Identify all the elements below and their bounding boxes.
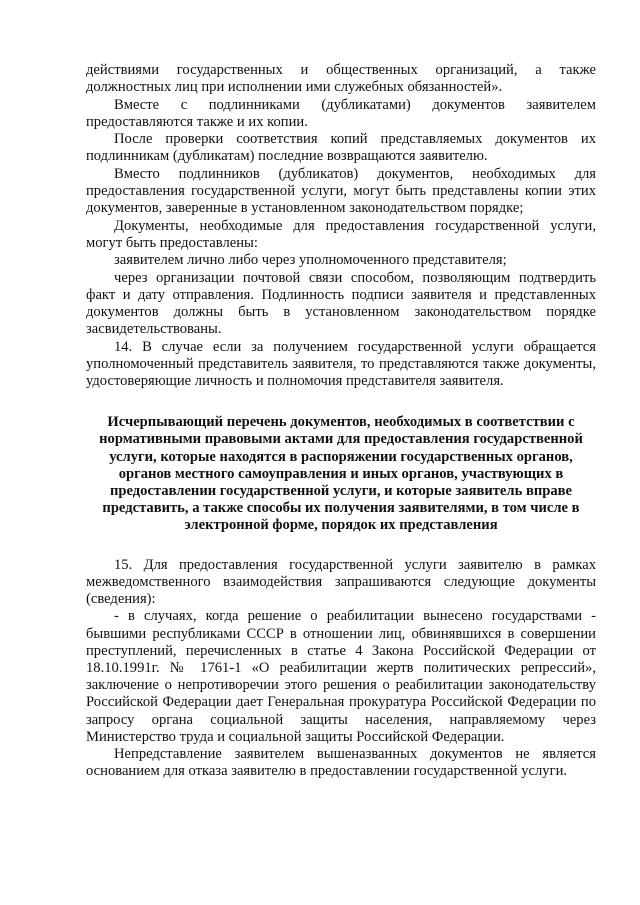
paragraph: действиями государственных и общественных организаций, а также должностных лиц при исполнении ими служебных обязанностей». bbox=[86, 62, 596, 96]
paragraph: Документы, необходимые для предоставления государственной услуги, могут быть предоставлены: bbox=[86, 217, 596, 251]
paragraph: После проверки соответствия копий представляемых документов их подлинникам (дубликатам) последние возвращаются заявителю. bbox=[86, 131, 596, 165]
paragraph: - в случаях, когда решение о реабилитации вынесено государствами - бывшими республиками СССР в отношении лиц, обвинявшихся в совершении преступлений, перечисленных в статье 4 Закона Российской Федерации от 18.10.1991г. № 1761-1 «О реабилитации жертв политических репрессий», заключение о непротиворечии этого решения о реабилитации законодательству Российской Федерации дает Генеральная прокуратура Российской Федерации по запросу органа социальной защиты населения, направляемому через Министерство труда и социальной защиты Российской Федерации. bbox=[86, 608, 596, 745]
paragraph: 14. В случае если за получением государственной услуги обращается уполномоченный представитель заявителя, то представляются также документы, удостоверяющие личность и полномочия представителя заявителя. bbox=[86, 338, 596, 389]
paragraph: Вместе с подлинниками (дубликатами) документов заявителем предоставляются также и их копии. bbox=[86, 96, 596, 130]
section-heading: Исчерпывающий перечень документов, необходимых в соответствии с нормативными правовыми актами для предоставления государственной услуги, которые находятся в распоряжении государственных органов, органов местного самоуправления и иных органов, участвующих в предоставлении государственной услуги, и которые заявитель вправе представить, а также способы их получения заявителями, в том числе в электронной форме, порядок их представления bbox=[99, 414, 583, 534]
paragraph: 15. Для предоставления государственной услуги заявителю в рамках межведомственного взаимодействия запрашиваются следующие документы (сведения): bbox=[86, 556, 596, 607]
paragraph: заявителем лично либо через уполномоченного представителя; bbox=[114, 252, 507, 269]
spacer bbox=[86, 535, 596, 557]
paragraph: Непредставление заявителем вышеназванных документов не является основанием для отказа заявителю в предоставлении государственной услуги. bbox=[86, 746, 596, 780]
paragraph: через организации почтовой связи способом, позволяющим подтвердить факт и дату отправления. Подлинность подписи заявителя и представленных документов должны быть в установленном законодательством порядке засвидетельствованы. bbox=[86, 269, 596, 338]
document-body bbox=[86, 62, 596, 781]
paragraph: Вместо подлинников (дубликатов) документов, необходимых для предоставления государственной услуги, могут быть представлены копии этих документов, заверенные в установленном законодательством порядке; bbox=[86, 165, 596, 217]
